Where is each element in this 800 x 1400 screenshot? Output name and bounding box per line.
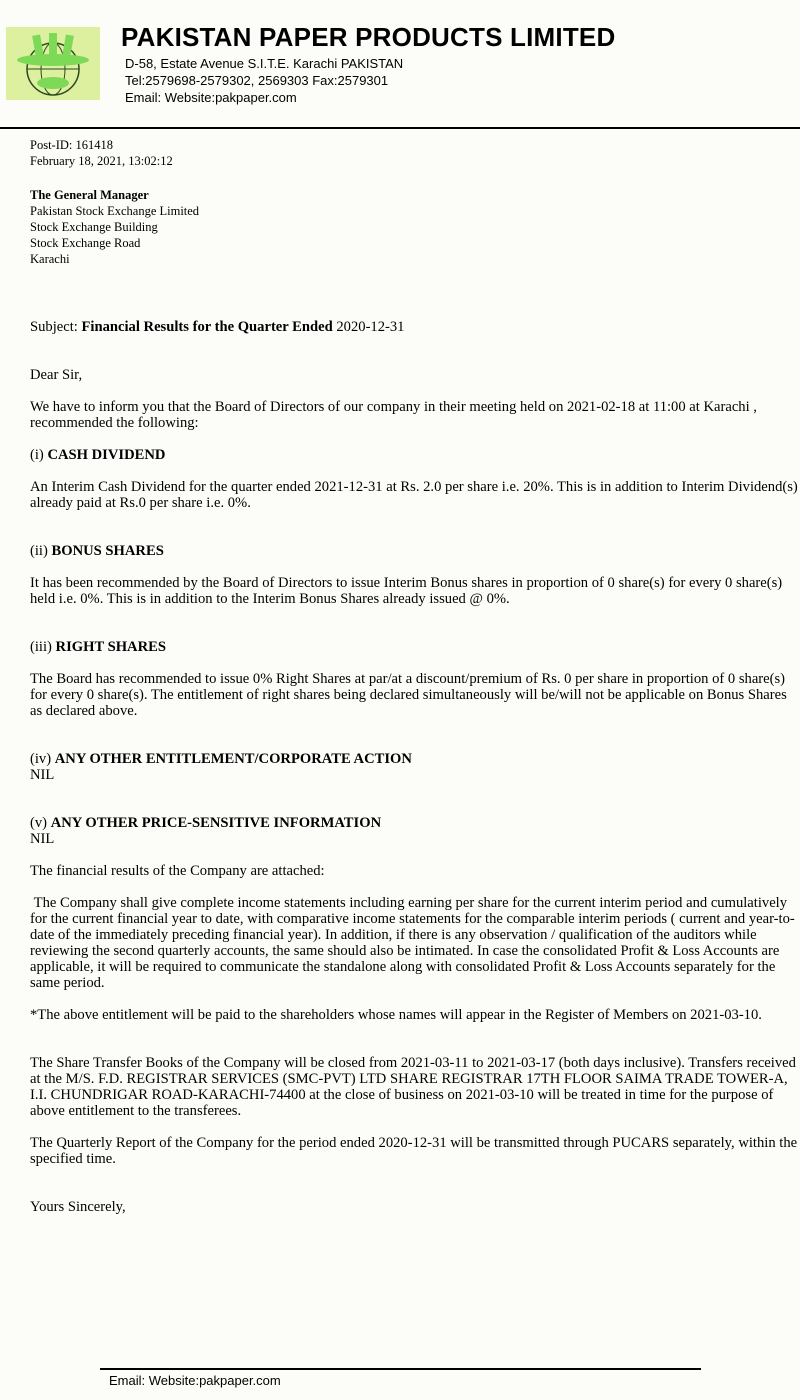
- closing: Yours Sincerely,: [30, 1199, 126, 1215]
- subject-label: Subject:: [30, 319, 78, 335]
- intro-paragraph: We have to inform you that the Board of Directors of our company in their meeting held on 2021-02-18 at 11:00 at Karachi , recommended the following:: [30, 399, 757, 431]
- company-phone: Tel:2579698-2579302, 2569303 Fax:2579301: [125, 73, 389, 88]
- section-number: (ii): [30, 543, 48, 559]
- paragraph: The Share Transfer Books of the Company will be closed from 2021-03-11 to 2021-03-17 (both days inclusive). Transfers received at the M/S. F.D. REGISTRAR SERVICES (SMC-PVT) LTD SHARE REGISTRAR 17TH FLOOR SAIMA TRADE TOWER-A, I.I. CHUNDRIGAR ROAD-KARACHI-74400 at the close of business on 2021-03-10 will be treated in time for the purpose of above entitlement to the transferees.: [30, 1055, 796, 1119]
- section-heading: RIGHT SHARES: [55, 639, 166, 655]
- paragraph: The Quarterly Report of the Company for the period ended 2020-12-31 will be transmitted through PUCARS separately, within the specified time.: [30, 1135, 798, 1167]
- section-cash-dividend: [30, 447, 800, 511]
- paragraph: *The above entitlement will be paid to the shareholders whose names will appear in the Register of Members on 2021-03-10.: [30, 1007, 762, 1023]
- section-price-sensitive: [30, 815, 800, 847]
- section-number: (iv): [30, 751, 52, 767]
- company-email: Email: Website:pakpaper.com: [125, 90, 297, 105]
- recipient-line: Pakistan Stock Exchange Limited: [30, 204, 200, 218]
- section-body: NIL: [30, 767, 55, 783]
- section-heading: ANY OTHER ENTITLEMENT/CORPORATE ACTION: [54, 751, 412, 767]
- section-heading: BONUS SHARES: [51, 543, 164, 559]
- section-right-shares: [30, 639, 800, 719]
- post-meta: [30, 137, 800, 169]
- header-divider: [0, 127, 800, 129]
- section-body: NIL: [30, 831, 55, 847]
- section-number: (v): [30, 815, 48, 831]
- recipient-title: The General Manager: [30, 188, 149, 202]
- footer-email: Email: Website:pakpaper.com: [109, 1373, 281, 1388]
- recipient: [30, 187, 800, 267]
- section-body: The Board has recommended to issue 0% Right Shares at par/at a discount/premium of Rs. 0 per share in proportion of 0 share(s) for every 0 share(s). The entitlement of right shares being declared simultaneously will be/will not be applicable on Bonus Shares as declared above.: [30, 671, 787, 719]
- subject-line: [30, 319, 800, 335]
- recipient-line: Stock Exchange Building: [30, 220, 158, 234]
- paragraph: The Company shall give complete income statements including earning per share for the current interim period and cumulatively for the current financial year to date, with comparative income statements for the comparable interim periods ( current and year-to-date of the immediately preceding financial year). In addition, if there is any observation / qualification of the auditors while reviewing the second quarterly accounts, the same should also be intimated. In case the consolidated Profit & Loss Accounts are applicable, it will be required to communicate the standalone along with consolidated Profit & Loss Accounts separately for the same period.: [30, 895, 795, 991]
- recipient-line: Stock Exchange Road: [30, 236, 141, 250]
- subject-text: Financial Results for the Quarter Ended: [81, 319, 333, 335]
- paragraph: The financial results of the Company are attached:: [30, 863, 325, 879]
- section-heading: CASH DIVIDEND: [47, 447, 166, 463]
- salutation: Dear Sir,: [30, 367, 83, 383]
- footer-divider: [100, 1368, 701, 1370]
- section-number: (iii): [30, 639, 52, 655]
- post-date: February 18, 2021, 13:02:12: [30, 154, 173, 168]
- post-id: Post-ID: 161418: [30, 138, 113, 152]
- section-body: An Interim Cash Dividend for the quarter ended 2021-12-31 at Rs. 2.0 per share i.e. 20%. This is in addition to Interim Dividend(s) already paid at Rs.0 per share i.e. 0%.: [30, 479, 798, 511]
- recipient-line: Karachi: [30, 252, 70, 266]
- section-bonus-shares: [30, 543, 800, 607]
- company-logo: [6, 27, 100, 100]
- section-body: It has been recommended by the Board of Directors to issue Interim Bonus shares in proportion of 0 share(s) for every 0 share(s) held i.e. 0%. This is in addition to the Interim Bonus Shares already issued @ 0%.: [30, 575, 783, 607]
- company-address: D-58, Estate Avenue S.I.T.E. Karachi PAKISTAN: [125, 56, 404, 71]
- section-heading: ANY OTHER PRICE-SENSITIVE INFORMATION: [50, 815, 382, 831]
- company-name: PAKISTAN PAPER PRODUCTS LIMITED: [121, 22, 616, 52]
- section-other-entitlement: [30, 751, 800, 783]
- section-number: (i): [30, 447, 44, 463]
- subject-date: 2020-12-31: [336, 319, 405, 335]
